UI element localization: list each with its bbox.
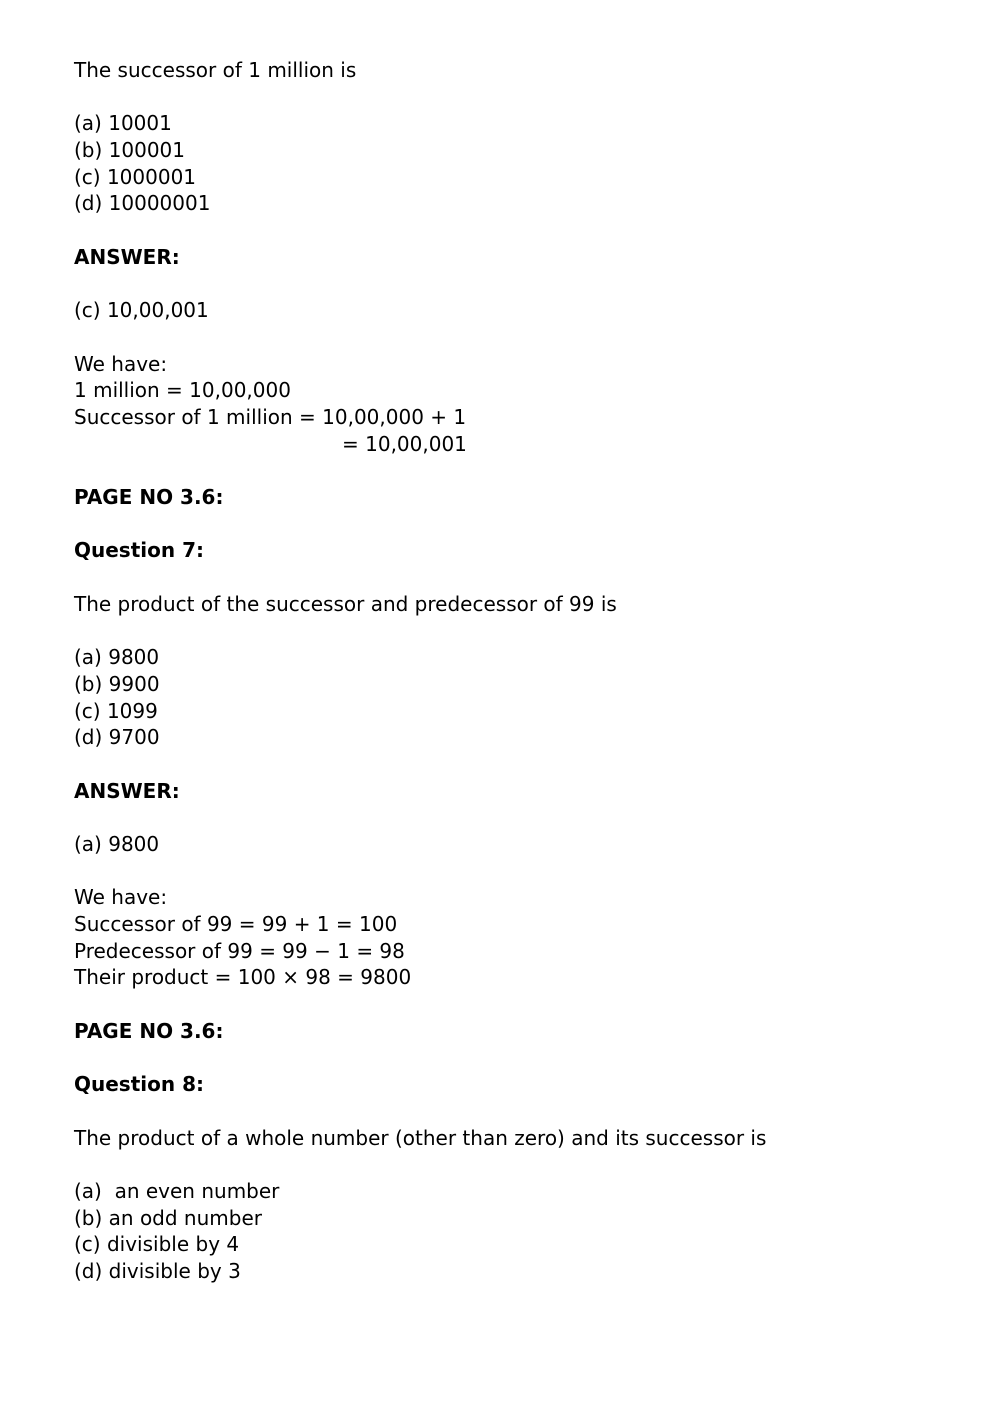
page-number-heading: PAGE NO 3.6:: [74, 1018, 224, 1043]
answer-text: (a) 9800: [74, 831, 160, 856]
option-b: (b) an odd number: [74, 1205, 262, 1230]
question-text: The successor of 1 million is: [74, 58, 357, 82]
working-line: = 10,00,001: [342, 431, 467, 456]
answer-heading: ANSWER:: [74, 244, 180, 269]
option-c: (c) 1099: [74, 698, 158, 723]
question-text: The product of the successor and predecessor of 99 is: [74, 591, 617, 616]
working-line: We have:: [74, 885, 168, 910]
working-line: Their product = 100 × 98 = 9800: [74, 965, 412, 990]
working-line: Predecessor of 99 = 99 − 1 = 98: [74, 938, 405, 963]
page-number-heading: PAGE NO 3.6:: [74, 485, 224, 509]
option-d: (d) 9700: [74, 725, 160, 750]
option-c: (c) divisible by 4: [74, 1232, 240, 1257]
question-heading: Question 8:: [74, 1072, 204, 1097]
option-b: (b) 9900: [74, 671, 160, 696]
answer-text: (c) 10,00,001: [74, 298, 209, 323]
question-heading: Question 7:: [74, 538, 204, 563]
option-d: (d) divisible by 3: [74, 1258, 241, 1283]
working-line: Successor of 1 million = 10,00,000 + 1: [74, 404, 467, 429]
option-a: (a) 10001: [74, 111, 172, 136]
option-d: (d) 10000001: [74, 191, 211, 216]
option-b: (b) 100001: [74, 138, 186, 163]
working-line: Successor of 99 = 99 + 1 = 100: [74, 912, 398, 936]
working-line: 1 million = 10,00,000: [74, 378, 291, 403]
working-line: We have:: [74, 351, 168, 376]
option-a: (a) 9800: [74, 645, 160, 670]
option-a: (a) an even number: [74, 1178, 280, 1203]
option-c: (c) 1000001: [74, 164, 197, 189]
document-page: [74, 57, 954, 1285]
question-text: The product of a whole number (other than zero) and its successor is: [74, 1125, 767, 1150]
answer-heading: ANSWER:: [74, 778, 180, 803]
